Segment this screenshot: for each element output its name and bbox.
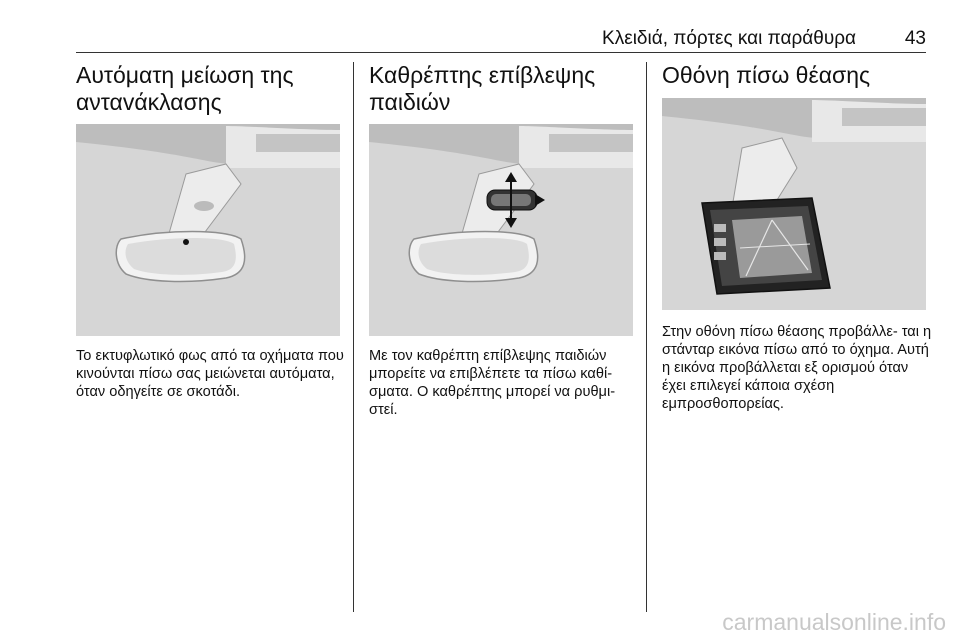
section-auto-dimming [76,62,344,400]
child-view-mirror-illustration [369,124,633,336]
rear-view-screen-illustration [662,98,926,310]
section-rear-view-screen [662,62,932,412]
section-body-text: Στην οθόνη πίσω θέασης προβάλλε- ται η στάνταρ εικόνα πίσω από το όχημα. Αυτή η εικόνα προβάλλεται εξ ορισμού όταν έχει επιλεγεί κάποια σχέση εμπροσθοπορείας. [662,324,932,412]
chapter-title: Κλειδιά, πόρτες και παράθυρα [602,28,856,49]
section-heading: Οθόνη πίσω θέασης [662,62,871,88]
page-header [76,26,926,53]
column-divider [353,62,354,612]
section-body-text: Με τον καθρέπτη επίβλεψης παιδιών μπορείτε να επιβλέπετε τα πίσω καθί- σματα. Ο καθρέπτης μπορεί να ρυθμι- στεί. [369,348,616,418]
page-number: 43 [904,28,926,49]
section-body-text: Το εκτυφλωτικό φως από τα οχήματα που κινούνται πίσω σας μειώνεται αυτόματα, όταν οδηγείτε σε σκοτάδι. [76,348,344,400]
section-heading: Καθρέπτης επίβλεψης παιδιών [369,62,596,115]
section-child-view-mirror [369,62,633,418]
section-heading: Αυτόματη μείωση της ανταvάκλασης [76,62,294,115]
rearview-mirror-illustration [76,124,340,336]
column-divider [646,62,647,612]
watermark: carmanualsonline.info [722,609,946,635]
